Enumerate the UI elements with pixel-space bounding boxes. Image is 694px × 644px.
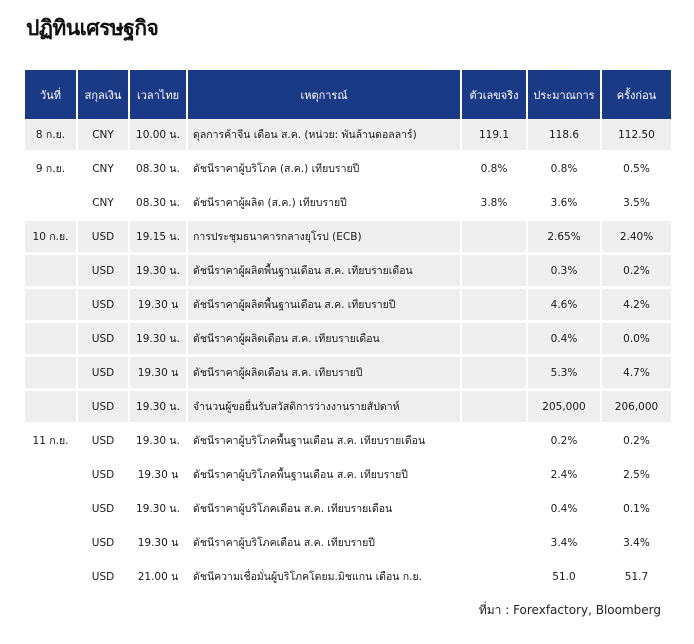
cell-time: 08.30 น. xyxy=(129,152,187,186)
cell-time: 21.00 น xyxy=(129,560,187,594)
cell-currency: USD xyxy=(77,254,129,288)
cell-previous: 112.50 xyxy=(601,119,671,152)
cell-previous: 0.1% xyxy=(601,492,671,526)
cell-currency: USD xyxy=(77,390,129,424)
table-row xyxy=(25,356,671,390)
cell-actual: 3.8% xyxy=(461,186,527,220)
cell-date xyxy=(25,186,77,220)
cell-previous: 0.5% xyxy=(601,152,671,186)
cell-date: 11 ก.ย. xyxy=(25,424,77,458)
cell-date xyxy=(25,390,77,424)
header-previous: ครั้งก่อน xyxy=(601,70,671,119)
cell-date xyxy=(25,254,77,288)
cell-actual xyxy=(461,220,527,254)
cell-currency: USD xyxy=(77,424,129,458)
cell-time: 19.30 น. xyxy=(129,322,187,356)
cell-event: ดุลการค้าจีน เดือน ส.ค. (หน่วย: พันล้านดอลลาร์) xyxy=(187,119,461,152)
cell-forecast: 5.3% xyxy=(527,356,601,390)
cell-forecast: 0.2% xyxy=(527,424,601,458)
cell-actual: 0.8% xyxy=(461,152,527,186)
cell-forecast: 118.6 xyxy=(527,119,601,152)
cell-event: จำนวนผู้ขอยื่นรับสวัสดิการว่างงานรายสัปดาห์ xyxy=(187,390,461,424)
cell-previous: 0.2% xyxy=(601,254,671,288)
cell-forecast: 0.8% xyxy=(527,152,601,186)
cell-forecast: 0.3% xyxy=(527,254,601,288)
cell-forecast: 2.4% xyxy=(527,458,601,492)
header-time: เวลาไทย xyxy=(129,70,187,119)
cell-time: 19.30 น xyxy=(129,356,187,390)
cell-time: 19.30 น. xyxy=(129,424,187,458)
cell-previous: 3.5% xyxy=(601,186,671,220)
cell-time: 19.30 น xyxy=(129,458,187,492)
table-header-row xyxy=(25,70,671,119)
cell-currency: USD xyxy=(77,458,129,492)
table-row xyxy=(25,526,671,560)
cell-actual: 119.1 xyxy=(461,119,527,152)
cell-previous: 2.5% xyxy=(601,458,671,492)
cell-event: ดัชนีราคาผู้บริโภคเดือน ส.ค. เทียบรายเดือน xyxy=(187,492,461,526)
table-row xyxy=(25,322,671,356)
cell-forecast: 3.4% xyxy=(527,526,601,560)
cell-currency: USD xyxy=(77,526,129,560)
cell-event: ดัชนีราคาผู้บริโภคเดือน ส.ค. เทียบรายปี xyxy=(187,526,461,560)
cell-forecast: 205,000 xyxy=(527,390,601,424)
cell-date: 8 ก.ย. xyxy=(25,119,77,152)
cell-date xyxy=(25,526,77,560)
cell-event: ดัชนีราคาผู้ผลิตเดือน ส.ค. เทียบรายเดือน xyxy=(187,322,461,356)
cell-time: 19.30 น. xyxy=(129,254,187,288)
cell-date xyxy=(25,560,77,594)
economic-calendar-table xyxy=(25,70,671,595)
table-row xyxy=(25,254,671,288)
cell-actual xyxy=(461,424,527,458)
table-row xyxy=(25,119,671,152)
page-title: ปฏิทินเศรษฐกิจ xyxy=(26,16,159,40)
source-note: ที่มา : Forexfactory, Bloomberg xyxy=(478,603,661,617)
cell-event: ดัชนีราคาผู้บริโภค (ส.ค.) เทียบรายปี xyxy=(187,152,461,186)
header-event: เหตุการณ์ xyxy=(187,70,461,119)
table-row xyxy=(25,458,671,492)
cell-actual xyxy=(461,254,527,288)
cell-date xyxy=(25,322,77,356)
cell-previous: 4.2% xyxy=(601,288,671,322)
cell-previous: 2.40% xyxy=(601,220,671,254)
cell-currency: CNY xyxy=(77,152,129,186)
cell-currency: USD xyxy=(77,322,129,356)
cell-time: 10.00 น. xyxy=(129,119,187,152)
cell-event: ดัชนีราคาผู้ผลิตพื้นฐานเดือน ส.ค. เทียบรายปี xyxy=(187,288,461,322)
cell-actual xyxy=(461,492,527,526)
cell-time: 19.30 น xyxy=(129,288,187,322)
table-row xyxy=(25,560,671,594)
cell-currency: USD xyxy=(77,356,129,390)
header-date: วันที่ xyxy=(25,70,77,119)
cell-date xyxy=(25,492,77,526)
cell-event: ดัชนีความเชื่อมั่นผู้บริโภคโดยม.มิชแกน เดือน ก.ย. xyxy=(187,560,461,594)
cell-event: ดัชนีราคาผู้ผลิตพื้นฐานเดือน ส.ค. เทียบรายเดือน xyxy=(187,254,461,288)
cell-previous: 3.4% xyxy=(601,526,671,560)
cell-forecast: 51.0 xyxy=(527,560,601,594)
cell-time: 19.15 น. xyxy=(129,220,187,254)
cell-currency: USD xyxy=(77,492,129,526)
cell-time: 19.30 น. xyxy=(129,492,187,526)
cell-forecast: 2.65% xyxy=(527,220,601,254)
cell-actual xyxy=(461,458,527,492)
cell-actual xyxy=(461,390,527,424)
cell-forecast: 0.4% xyxy=(527,492,601,526)
cell-actual xyxy=(461,322,527,356)
cell-currency: CNY xyxy=(77,119,129,152)
cell-event: ดัชนีราคาผู้บริโภคพื้นฐานเดือน ส.ค. เทียบรายปี xyxy=(187,458,461,492)
cell-forecast: 4.6% xyxy=(527,288,601,322)
table-row xyxy=(25,220,671,254)
cell-previous: 4.7% xyxy=(601,356,671,390)
cell-date: 9 ก.ย. xyxy=(25,152,77,186)
table-row xyxy=(25,424,671,458)
cell-date: 10 ก.ย. xyxy=(25,220,77,254)
cell-event: ดัชนีราคาผู้ผลิตเดือน ส.ค. เทียบรายปี xyxy=(187,356,461,390)
cell-date xyxy=(25,356,77,390)
cell-actual xyxy=(461,526,527,560)
cell-event: การประชุมธนาคารกลางยุโรป (ECB) xyxy=(187,220,461,254)
table-row xyxy=(25,152,671,186)
cell-previous: 0.2% xyxy=(601,424,671,458)
cell-time: 19.30 น. xyxy=(129,390,187,424)
header-forecast: ประมาณการ xyxy=(527,70,601,119)
cell-currency: USD xyxy=(77,560,129,594)
cell-time: 19.30 น xyxy=(129,526,187,560)
cell-actual xyxy=(461,356,527,390)
table-row xyxy=(25,390,671,424)
cell-previous: 51.7 xyxy=(601,560,671,594)
cell-time: 08.30 น. xyxy=(129,186,187,220)
table-row xyxy=(25,186,671,220)
cell-previous: 206,000 xyxy=(601,390,671,424)
cell-event: ดัชนีราคาผู้บริโภคพื้นฐานเดือน ส.ค. เทียบรายเดือน xyxy=(187,424,461,458)
cell-date xyxy=(25,288,77,322)
header-currency: สกุลเงิน xyxy=(77,70,129,119)
cell-actual xyxy=(461,560,527,594)
cell-event: ดัชนีราคาผู้ผลิต (ส.ค.) เทียบรายปี xyxy=(187,186,461,220)
cell-previous: 0.0% xyxy=(601,322,671,356)
cell-forecast: 0.4% xyxy=(527,322,601,356)
cell-currency: CNY xyxy=(77,186,129,220)
cell-date xyxy=(25,458,77,492)
header-actual: ตัวเลขจริง xyxy=(461,70,527,119)
table-row xyxy=(25,288,671,322)
cell-currency: USD xyxy=(77,220,129,254)
cell-forecast: 3.6% xyxy=(527,186,601,220)
table-row xyxy=(25,492,671,526)
cell-currency: USD xyxy=(77,288,129,322)
cell-actual xyxy=(461,288,527,322)
